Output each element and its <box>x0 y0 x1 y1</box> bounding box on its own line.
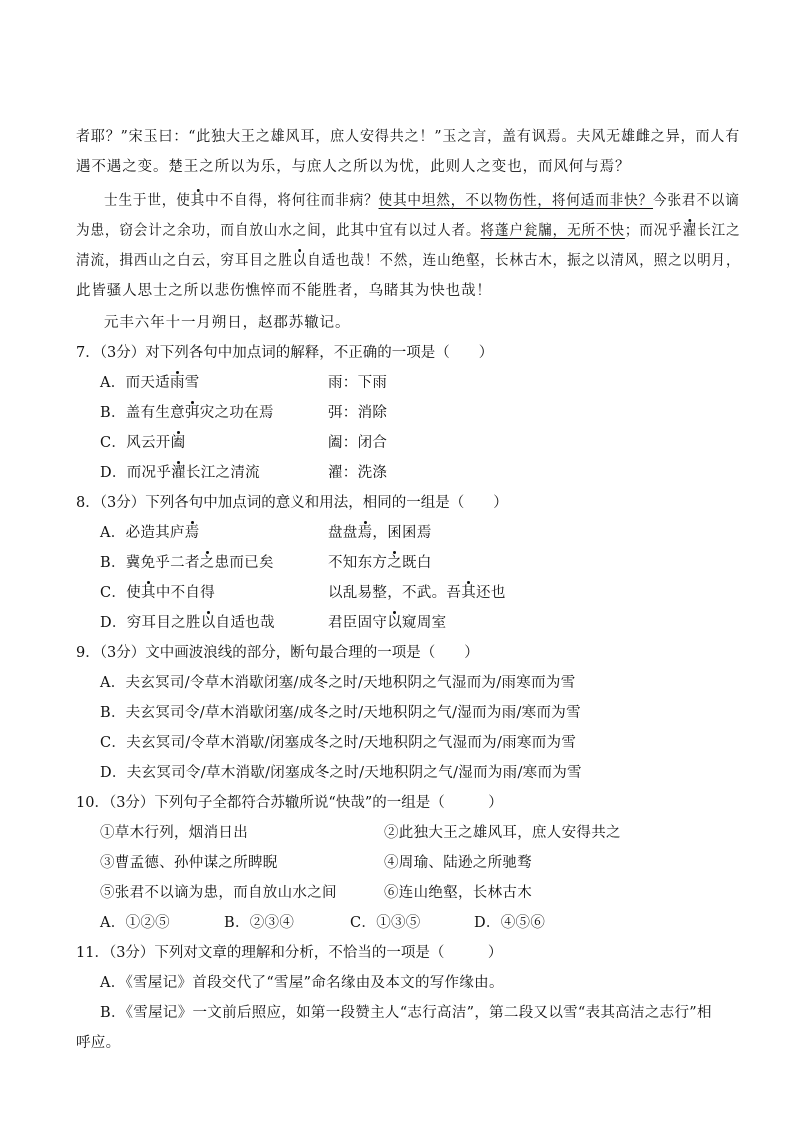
text-run: 患而已矣 <box>214 555 274 571</box>
question-8-option-c <box>0 578 800 608</box>
question-7-option-c <box>0 428 800 458</box>
dotted-char: 其 <box>141 578 156 608</box>
option-text: C．夫玄冥司/令草木消歇/闭塞成冬之时/天地积阴之气湿而为/雨寒而为雪 <box>100 735 577 751</box>
question-10-items-row <box>0 878 800 908</box>
passage-text: 者耶？”宋玉曰：“此独大王之雄风耳，庶人安得共之！”玉之言，盖有讽焉。夫风无雄雌之异，而人有 <box>76 129 741 145</box>
question-10-choices <box>0 908 800 938</box>
option-text <box>100 428 185 458</box>
question-7-option-d <box>0 458 800 488</box>
option-text: A．《雪屋记》首段交代了“雪屋”命名缘由及本文的写作缘由。 <box>100 975 504 991</box>
text-run: 穷耳目之胜 <box>126 615 201 631</box>
passage-text <box>104 186 740 216</box>
passage-text <box>76 216 740 246</box>
text-run: 必造其庐 <box>125 525 185 541</box>
option-text: A．夫玄冥司/令草木消歇闭塞/成冬之时/天地积阴之气湿而为/雨寒而为雪 <box>100 675 576 691</box>
text-run: 以乱易整，不武。吾 <box>328 585 462 601</box>
question-9-stem <box>0 638 800 668</box>
passage-line <box>0 308 800 338</box>
passage-text: 遇不遇之变。楚王之所以为乐，与庶人之所以为忧，此则人之变也，而风何与焉？ <box>76 159 631 175</box>
dotted-char: 濯 <box>171 458 186 488</box>
passage-text <box>76 246 740 276</box>
answer-choice: A．①②⑤ <box>100 915 170 931</box>
question-10-items-row <box>0 848 800 878</box>
text-run: 窥周室 <box>402 615 447 631</box>
dotted-char: 焉 <box>185 518 200 548</box>
text-run: 自适也哉 <box>215 615 275 631</box>
text-run: 使 <box>126 585 142 601</box>
option-gloss: 阖：闭合 <box>328 435 388 451</box>
text-run: 长江之 <box>697 223 741 239</box>
question-stem-text: 11．（3分）下列对文章的理解和分析，不恰当的一项是（ ） <box>76 945 503 961</box>
text-run: 既白 <box>402 555 432 571</box>
passage-line <box>0 152 800 182</box>
option-left-text <box>100 548 274 578</box>
answer-choice: B．②③④ <box>224 915 295 931</box>
text-run: 还也 <box>476 585 506 601</box>
text-run: 今张君不以谪 <box>653 193 740 209</box>
dotted-char: 焉 <box>358 518 373 548</box>
text-run: 盘盘 <box>328 525 358 541</box>
question-9-option-a <box>0 668 800 698</box>
text-run: ，囷囷焉 <box>372 525 432 541</box>
option-text: B．夫玄冥司令/草木消歇闭塞/成冬之时/天地积阴之气/湿而为雨/寒而为雪 <box>100 705 581 721</box>
option-letter: A． <box>100 525 126 541</box>
passage-line <box>0 276 800 306</box>
option-right-text <box>328 608 446 638</box>
text-run: 灾之功在焉 <box>199 405 274 421</box>
dotted-char: 其 <box>191 186 205 216</box>
statement-item: ③曹孟德、孙仲谋之所睥睨 <box>100 855 278 871</box>
option-letter: D． <box>100 615 127 631</box>
option-text: 呼应。 <box>76 1035 121 1051</box>
question-10-stem <box>0 788 800 818</box>
text-run: 不知东方 <box>328 555 388 571</box>
question-11-option-b-continued <box>0 1028 800 1058</box>
answer-choice: D．④⑤⑥ <box>474 915 546 931</box>
dotted-char: 濯 <box>683 216 697 246</box>
option-left-text <box>100 608 275 638</box>
passage-text: 此皆骚人思士之所以悲伤憔悴而不能胜者，乌睹其为快也哉！ <box>76 283 492 299</box>
question-8-option-d <box>0 608 800 638</box>
text-run: 而天适 <box>125 375 170 391</box>
option-letter: D． <box>100 465 127 481</box>
option-letter: C． <box>100 435 127 451</box>
option-letter: B． <box>100 405 126 421</box>
answer-choice: C．①③⑤ <box>350 915 421 931</box>
question-11-option-b <box>0 998 800 1028</box>
text-run: 长江之清流 <box>185 465 260 481</box>
passage-line <box>0 216 800 246</box>
statement-item: ②此独大王之雄风耳，庶人安得共之 <box>384 825 621 841</box>
question-10-items-row <box>0 818 800 848</box>
question-stem-text: 9．（3分）文中画波浪线的部分，断句最合理的一项是（ ） <box>76 645 479 661</box>
dotted-char: 以 <box>293 246 307 276</box>
question-7-option-b <box>0 398 800 428</box>
option-right-text <box>328 578 506 608</box>
question-stem-text: 7．（3分）对下列各句中加点词的解释，不正确的一项是（ ） <box>76 345 494 361</box>
option-text: B．《雪屋记》一文前后照应，如第一段赞主人“志行高洁”，第二段又以雪“表其高洁之志行”相 <box>100 1005 712 1021</box>
question-11-stem <box>0 938 800 968</box>
dotted-char: 阖 <box>171 428 186 458</box>
question-stem-text: 8．（3分）下列各句中加点词的意义和用法，相同的一组是（ ） <box>76 495 508 511</box>
option-gloss: 濯：洗涤 <box>328 465 388 481</box>
text-run: 自适也哉！不然，连山绝壑，长林古木，振之以清风，照之以明月， <box>307 253 741 269</box>
dotted-char: 以 <box>201 608 216 638</box>
text-run: 中不自得，将何往而非病？ <box>205 193 379 209</box>
option-text <box>100 368 200 398</box>
question-9-option-b <box>0 698 800 728</box>
statement-item: ⑥连山绝壑，长林古木 <box>384 885 532 901</box>
option-gloss: 雨：下雨 <box>328 375 388 391</box>
dotted-char: 之 <box>387 548 402 578</box>
question-11-option-a <box>0 968 800 998</box>
text-run: 君臣固守 <box>328 615 388 631</box>
question-8-option-b <box>0 548 800 578</box>
text-run: 风云开 <box>126 435 171 451</box>
option-text <box>100 458 260 488</box>
text-run: 而况乎 <box>126 465 172 481</box>
text-run: 雪 <box>184 375 200 391</box>
underlined-sentence: 使其中坦然，不以物伤性，将何适而非快？ <box>378 193 654 209</box>
option-right-text <box>328 518 432 548</box>
text-run: 清流，揖西山之白云，穷耳目之胜 <box>76 253 293 269</box>
text-run: 士生于世，使 <box>104 193 191 209</box>
text-run: 中不自得 <box>155 585 216 601</box>
question-7-option-a <box>0 368 800 398</box>
passage-signature: 元丰六年十一月朔日，赵郡苏辙记。 <box>104 315 351 331</box>
statement-item: ①草木行列，烟消日出 <box>100 825 248 841</box>
passage-line <box>0 186 800 216</box>
dotted-char: 雨 <box>170 368 185 398</box>
statement-item: ⑤张君不以谪为患，而自放山水之间 <box>100 885 337 901</box>
option-letter: B． <box>100 555 126 571</box>
text-run: 为患，窃会计之余功，而自放山水之间，此其中宜有以过人者。 <box>76 223 481 239</box>
option-gloss: 弭：消除 <box>328 405 388 421</box>
dotted-char: 其 <box>461 578 476 608</box>
text-run: 冀免乎二者 <box>125 555 200 571</box>
question-stem-text: 10．（3分）下列句子全都符合苏辙所说“快哉”的一组是（ ） <box>76 795 503 811</box>
option-text: D．夫玄冥司令/草木消歇/闭塞成冬之时/天地积阴之气/湿而为雨/寒而为雪 <box>100 765 582 781</box>
text-run: ；而况乎 <box>624 223 683 239</box>
question-8-option-a <box>0 518 800 548</box>
option-letter: A． <box>100 375 126 391</box>
question-7-stem <box>0 338 800 368</box>
option-letter: C． <box>100 585 127 601</box>
passage-line <box>0 246 800 276</box>
text-run: 盖有生意 <box>125 405 185 421</box>
option-left-text <box>100 578 215 608</box>
option-left-text <box>100 518 200 548</box>
dotted-char: 弭 <box>185 398 200 428</box>
option-text <box>100 398 274 428</box>
dotted-char: 之 <box>200 548 215 578</box>
dotted-char: 以 <box>387 608 402 638</box>
option-right-text <box>328 548 432 578</box>
question-8-stem <box>0 488 800 518</box>
passage-line <box>0 122 800 152</box>
underlined-sentence: 将蓬户瓮牖，无所不快 <box>480 223 625 239</box>
question-9-option-d <box>0 758 800 788</box>
question-9-option-c <box>0 728 800 758</box>
statement-item: ④周瑜、陆逊之所驰骛 <box>384 855 532 871</box>
